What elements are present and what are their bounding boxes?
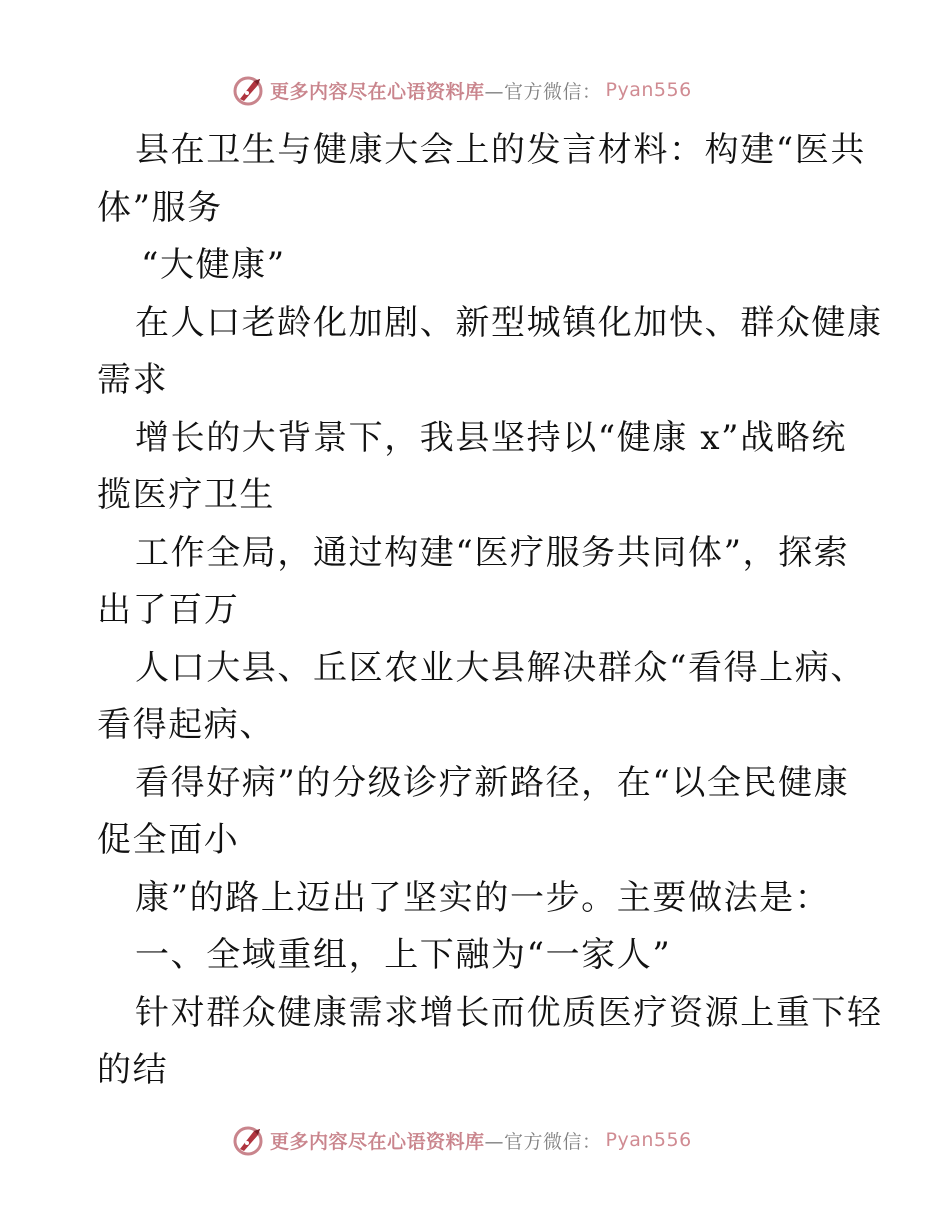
- footer-banner: [232, 1122, 692, 1158]
- banner-wechat-id: Pyan556: [605, 79, 692, 101]
- banner-wechat-id: Pyan556: [605, 1129, 692, 1151]
- header-banner: [232, 72, 692, 108]
- text-line: “大健康”: [141, 245, 286, 285]
- text-line: 工作全局，通过构建“医疗服务共同体”，探索: [135, 532, 850, 573]
- pen-nib-logo-icon: [232, 1123, 266, 1157]
- banner-sub-text: —官方微信：: [484, 80, 602, 103]
- banner-main-text: 更多内容尽在心语资料库: [270, 1130, 485, 1153]
- text-line: 需求: [97, 360, 169, 400]
- text-line: 县在卫生与健康大会上的发言材料：构建“医共: [135, 130, 866, 170]
- text-line: 人口大县、丘区农业大县解决群众“看得上病、: [135, 647, 866, 688]
- document-body: [97, 122, 883, 1100]
- text-line: 增长的大背景下，我县坚持以“健康 x”战略统: [135, 417, 847, 458]
- text-line: 促全面小: [97, 820, 240, 860]
- text-line: 出了百万: [97, 590, 240, 630]
- text-line: 康”的路上迈出了坚实的一步。主要做法是：: [135, 877, 831, 918]
- text-line: 看得起病、: [97, 705, 275, 745]
- pen-nib-logo-icon: [232, 73, 266, 107]
- banner-sub-text: —官方微信：: [484, 1130, 602, 1153]
- text-line: 针对群众健康需求增长而优质医疗资源上重下轻: [135, 992, 883, 1033]
- text-line: 揽医疗卫生: [97, 475, 275, 515]
- banner-main-text: 更多内容尽在心语资料库: [270, 80, 485, 103]
- text-line: 的结: [97, 1050, 169, 1090]
- text-line: 体”服务: [97, 187, 223, 228]
- text-line: 看得好病”的分级诊疗新路径，在“以全民健康: [135, 762, 850, 803]
- text-line: 在人口老龄化加剧、新型城镇化加快、群众健康: [135, 302, 883, 343]
- section-heading: 一、全域重组，上下融为“一家人”: [135, 935, 672, 975]
